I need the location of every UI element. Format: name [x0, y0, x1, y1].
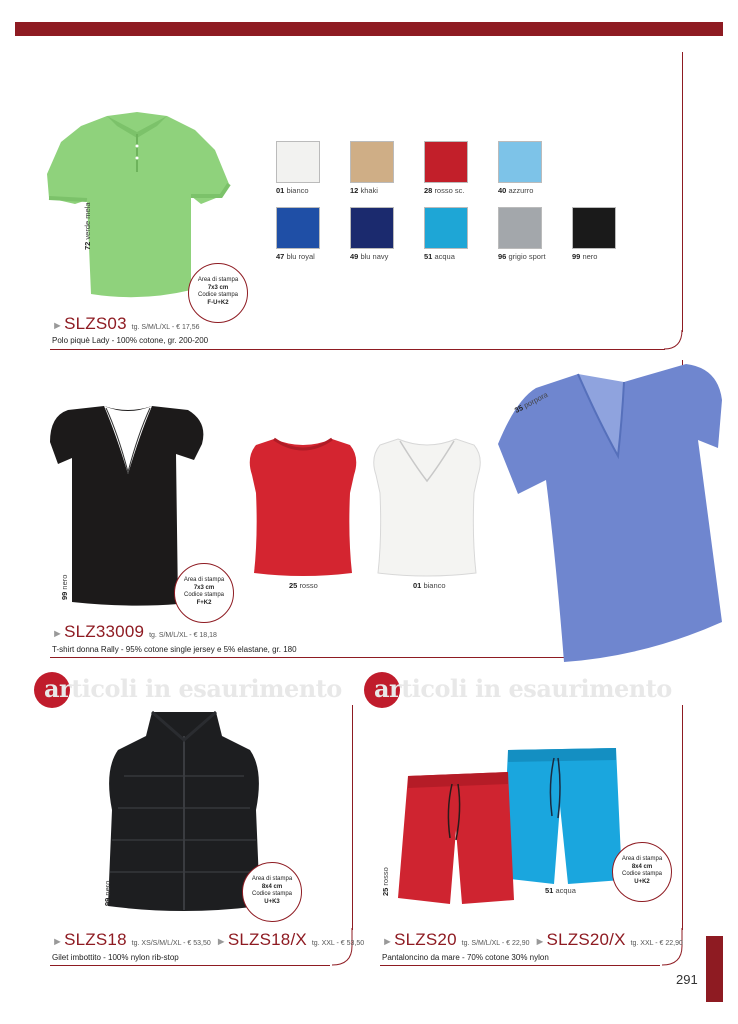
main-color-number: 99 — [103, 897, 112, 906]
section4-main-color-label — [381, 867, 390, 896]
section1-main-color-label — [83, 202, 92, 250]
print-area-value: 8x4 cm — [261, 883, 283, 890]
product-sizes-price: tg. S/M/L/XL - € 17,56 — [131, 324, 200, 331]
print-code-value: F-U+K2 — [207, 299, 229, 306]
swatch-label: 12 khaki — [350, 186, 378, 195]
main-color-number: 99 — [60, 591, 69, 600]
section1-divider-bottom — [50, 349, 665, 350]
section2-divider-bottom — [50, 657, 570, 658]
section1-divider-corner — [660, 330, 684, 351]
section1-product-code: ►SLZS03 tg. S/M/L/XL - € 17,56 — [52, 314, 200, 333]
swatch-label: 96 grigio sport — [498, 252, 546, 261]
swatch-47 — [276, 207, 320, 261]
swatch-label: 01 bianco — [276, 186, 309, 195]
swatch-image — [424, 141, 468, 183]
print-area-label: Area di stampa — [197, 277, 239, 283]
section1-divider-right — [682, 52, 683, 332]
print-code-label: Codice stampa — [251, 891, 293, 897]
swatch-image — [350, 207, 394, 249]
main-color-number: 25 — [381, 887, 390, 896]
print-code-value: F+K2 — [196, 599, 212, 606]
esaurimento-banner-right: articoli in esaurimento — [374, 674, 672, 703]
swatch-label: 47 blu royal — [276, 252, 315, 261]
swatch-image — [350, 141, 394, 183]
section3-divider-right — [352, 705, 353, 930]
swatch-12 — [350, 141, 394, 195]
top-accent-bar — [15, 22, 723, 36]
product-sizes-price: tg. S/M/L/XL - € 18,18 — [149, 632, 217, 639]
section3-print-area-badge — [242, 862, 302, 922]
arrow-icon: ► — [52, 320, 64, 332]
variant-label-acqua: 51 acqua — [545, 886, 576, 895]
swatch-01 — [276, 141, 320, 195]
swatch-label: 99 nero — [572, 252, 598, 261]
swatch-99 — [572, 207, 616, 261]
swatch-40 — [498, 141, 542, 195]
swatch-image — [572, 207, 616, 249]
shorts-blue-image — [498, 746, 624, 886]
section4-divider-bottom — [380, 965, 660, 966]
print-code-label: Codice stampa — [183, 592, 225, 598]
swatch-image — [424, 207, 468, 249]
print-area-value: 7x3 cm — [193, 584, 215, 591]
tshirt-red-image — [246, 437, 360, 577]
arrow-icon: ► — [52, 936, 64, 948]
print-code-value: U+K2 — [634, 878, 650, 885]
section3-divider-bottom — [50, 965, 330, 966]
arrow-icon: ► — [534, 936, 546, 948]
swatch-96 — [498, 207, 546, 261]
swatch-label: 49 blu navy — [350, 252, 389, 261]
gilet-image — [104, 710, 264, 914]
section3-main-color-label — [103, 881, 112, 906]
main-color-name: rosso — [381, 867, 390, 886]
product-sizes-price: tg. S/M/L/XL - € 22,90 — [461, 940, 530, 947]
section4-product-code: ►SLZS20 tg. S/M/L/XL - € 22,90 ►SLZS20/X tg. XXL - € 22,90 — [382, 930, 683, 949]
swatch-image — [276, 141, 320, 183]
swatch-label: 51 acqua — [424, 252, 455, 261]
variant-label-bianco: 01 bianco — [413, 581, 446, 590]
section3-product-code: ►SLZS18 tg. XS/S/M/L/XL - € 53,50 ►SLZS18/X tg. XXL - € 53,50 — [52, 930, 365, 949]
arrow-icon: ► — [382, 936, 394, 948]
print-area-value: 8x4 cm — [631, 863, 653, 870]
print-code-value: U+K3 — [264, 898, 280, 905]
swatch-28 — [424, 141, 468, 195]
section4-print-area-badge — [612, 842, 672, 902]
section2-print-area-badge — [174, 563, 234, 623]
section1-product-description: Polo piquè Lady - 100% cotone, gr. 200-200 — [52, 336, 209, 345]
print-area-label: Area di stampa — [621, 856, 663, 862]
swatch-image — [498, 207, 542, 249]
main-color-number: 72 — [83, 241, 92, 250]
swatch-label: 40 azzurro — [498, 186, 534, 195]
product-sizes-price: tg. XS/S/M/L/XL - € 53,50 — [131, 940, 211, 947]
esaurimento-banner-left: articoli in esaurimento — [44, 674, 342, 703]
swatch-image — [498, 141, 542, 183]
print-code-label: Codice stampa — [621, 871, 663, 877]
tshirt-white-image — [370, 437, 484, 577]
section3-product-description: Gilet imbottito - 100% nylon rib-stop — [52, 953, 179, 962]
variant-label-porpora: 35 porpora — [513, 389, 550, 415]
swatch-label: 28 rosso sc. — [424, 186, 465, 195]
print-area-value: 7x3 cm — [207, 284, 229, 291]
shorts-red-image — [396, 770, 516, 906]
product-sizes-price-xxl: tg. XXL - € 22,90 — [630, 940, 683, 947]
section4-product-description: Pantaloncino da mare - 70% cotone 30% nylon — [382, 953, 549, 962]
product-sizes-price-xxl: tg. XXL - € 53,50 — [311, 940, 365, 947]
section2-product-description: T-shirt donna Rally - 95% cotone single jersey e 5% elastane, gr. 180 — [52, 645, 297, 654]
variant-label-rosso: 25 rosso — [289, 581, 318, 590]
side-accent-bar — [706, 936, 723, 1002]
print-code-label: Codice stampa — [197, 292, 239, 298]
section2-product-code: ►SLZ33009 tg. S/M/L/XL - € 18,18 — [52, 622, 217, 641]
main-color-name: nero — [60, 574, 69, 590]
section4-divider-right — [682, 705, 683, 930]
print-area-label: Area di stampa — [251, 876, 293, 882]
swatch-image — [276, 207, 320, 249]
section2-main-color-label — [60, 575, 69, 600]
swatch-51 — [424, 207, 468, 261]
swatch-49 — [350, 207, 394, 261]
main-color-name: nero — [103, 880, 112, 896]
main-color-name: verde mela — [83, 202, 92, 240]
page-number: 291 — [676, 972, 698, 987]
arrow-icon: ► — [52, 628, 64, 640]
arrow-icon: ► — [215, 936, 227, 948]
print-area-label: Area di stampa — [183, 577, 225, 583]
